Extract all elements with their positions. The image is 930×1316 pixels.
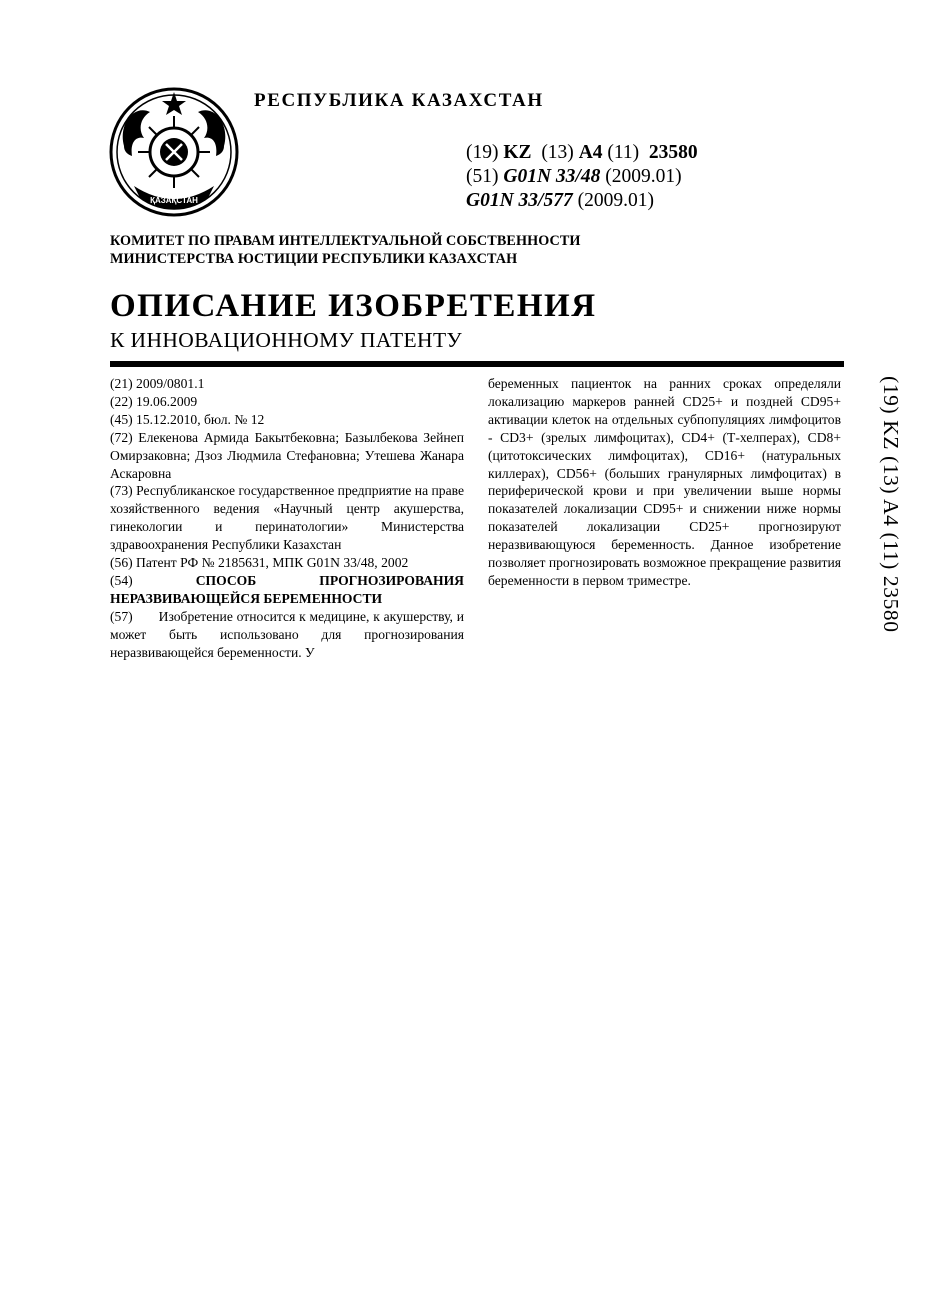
inid-19-label: (19)	[466, 142, 499, 163]
header-divider	[110, 361, 844, 367]
country-name: РЕСПУБЛИКА КАЗАХСТАН	[254, 90, 544, 111]
document-subtitle: К ИННОВАЦИОННОМУ ПАТЕНТУ	[110, 328, 463, 352]
field-54-title-line	[110, 572, 464, 590]
invention-title-part-3: НЕРАЗВИВАЮЩЕЙСЯ БЕРЕМЕННОСТИ	[110, 590, 383, 606]
invention-title-part-2: ПРОГНОЗИРОВАНИЯ	[319, 572, 464, 588]
publication-number-line	[466, 141, 698, 165]
ipc-line-2	[466, 189, 654, 213]
document-kind: A4	[578, 142, 603, 163]
inid-13-label: (13)	[541, 142, 574, 163]
patent-number: 23580	[648, 142, 698, 163]
state-emblem-icon	[108, 86, 240, 218]
abstract-text-start: Изобретение относится к медицине, к акушерству, и может быть использовано для прогнозирования неразвивающейся беременности. У	[110, 608, 464, 660]
ipc-line-1	[466, 165, 682, 189]
field-56-references: (56) Патент РФ № 2185631, МПК G01N 33/48, 2002	[110, 555, 409, 571]
abstract-column	[488, 375, 841, 590]
ipc-version-2: (2009.01)	[577, 190, 654, 211]
field-45: (45) 15.12.2010, бюл. № 12	[110, 411, 265, 427]
inid-51-label: (51)	[466, 166, 499, 187]
field-57-abstract-start	[110, 608, 464, 662]
field-22: (22) 19.06.2009	[110, 393, 198, 409]
abstract-text-continued: беременных пациенток на ранних сроках определяли локализацию маркеров ранней CD25+ и поздней CD95+ активации клеток на отдельных субпопуляциях лимфоцитов - CD3+ (зрелых лимфоцитах), CD4+ (Т-хелперах), CD8+ (цитотоксических лимфоцитах), CD16+ (натуральных киллерах), CD56+ (больших гранулярных лимфоцитах) в периферической крови и при увеличении выше нормы показателей локализации CD95+ и снижении ниже нормы показателей локализации CD25+ прогнозируют неразвивающуюся беременность. Данное изобретение позволяет прогнозировать возможное прекращение развития беременности в первом триместре.	[488, 376, 841, 588]
ipc-version-1: (2009.01)	[605, 166, 682, 187]
bibliographic-column	[110, 375, 464, 662]
inid-57-label: (57)	[110, 608, 133, 624]
field-72-inventors: (72) Елекенова Армида Бакытбековна; Базылбекова Зейнеп Омирзаковна; Дзоз Людмила Стефановна; Утешева Жанара Аскаровна	[110, 429, 464, 481]
ipc-code-1: G01N 33/48	[503, 166, 601, 187]
inid-11-label: (11)	[607, 142, 640, 163]
committee-line-2: МИНИСТЕРСТВА ЮСТИЦИИ РЕСПУБЛИКИ КАЗАХСТАН	[110, 251, 518, 267]
document-title: ОПИСАНИЕ ИЗОБРЕТЕНИЯ	[110, 288, 597, 324]
committee-line-1: КОМИТЕТ ПО ПРАВАМ ИНТЕЛЛЕКТУАЛЬНОЙ СОБСТВЕННОСТИ	[110, 233, 581, 249]
field-73-owner: (73) Республиканское государственное предприятие на праве хозяйственного ведения «Научный центр акушерства, гинекологии и перинатологии» Министерства здравоохранения Республики Казахстан	[110, 483, 464, 553]
ipc-code-2: G01N 33/577	[466, 190, 573, 211]
emblem-ribbon-text: ҚАЗАҚСТАН	[150, 196, 198, 205]
vertical-publication-code: (19) KZ (13) A4 (11) 23580	[879, 376, 903, 633]
inid-54-label: (54)	[110, 572, 133, 588]
invention-title-part-1: СПОСОБ	[195, 572, 257, 588]
field-21: (21) 2009/0801.1	[110, 376, 205, 391]
country-code: KZ	[503, 142, 532, 163]
